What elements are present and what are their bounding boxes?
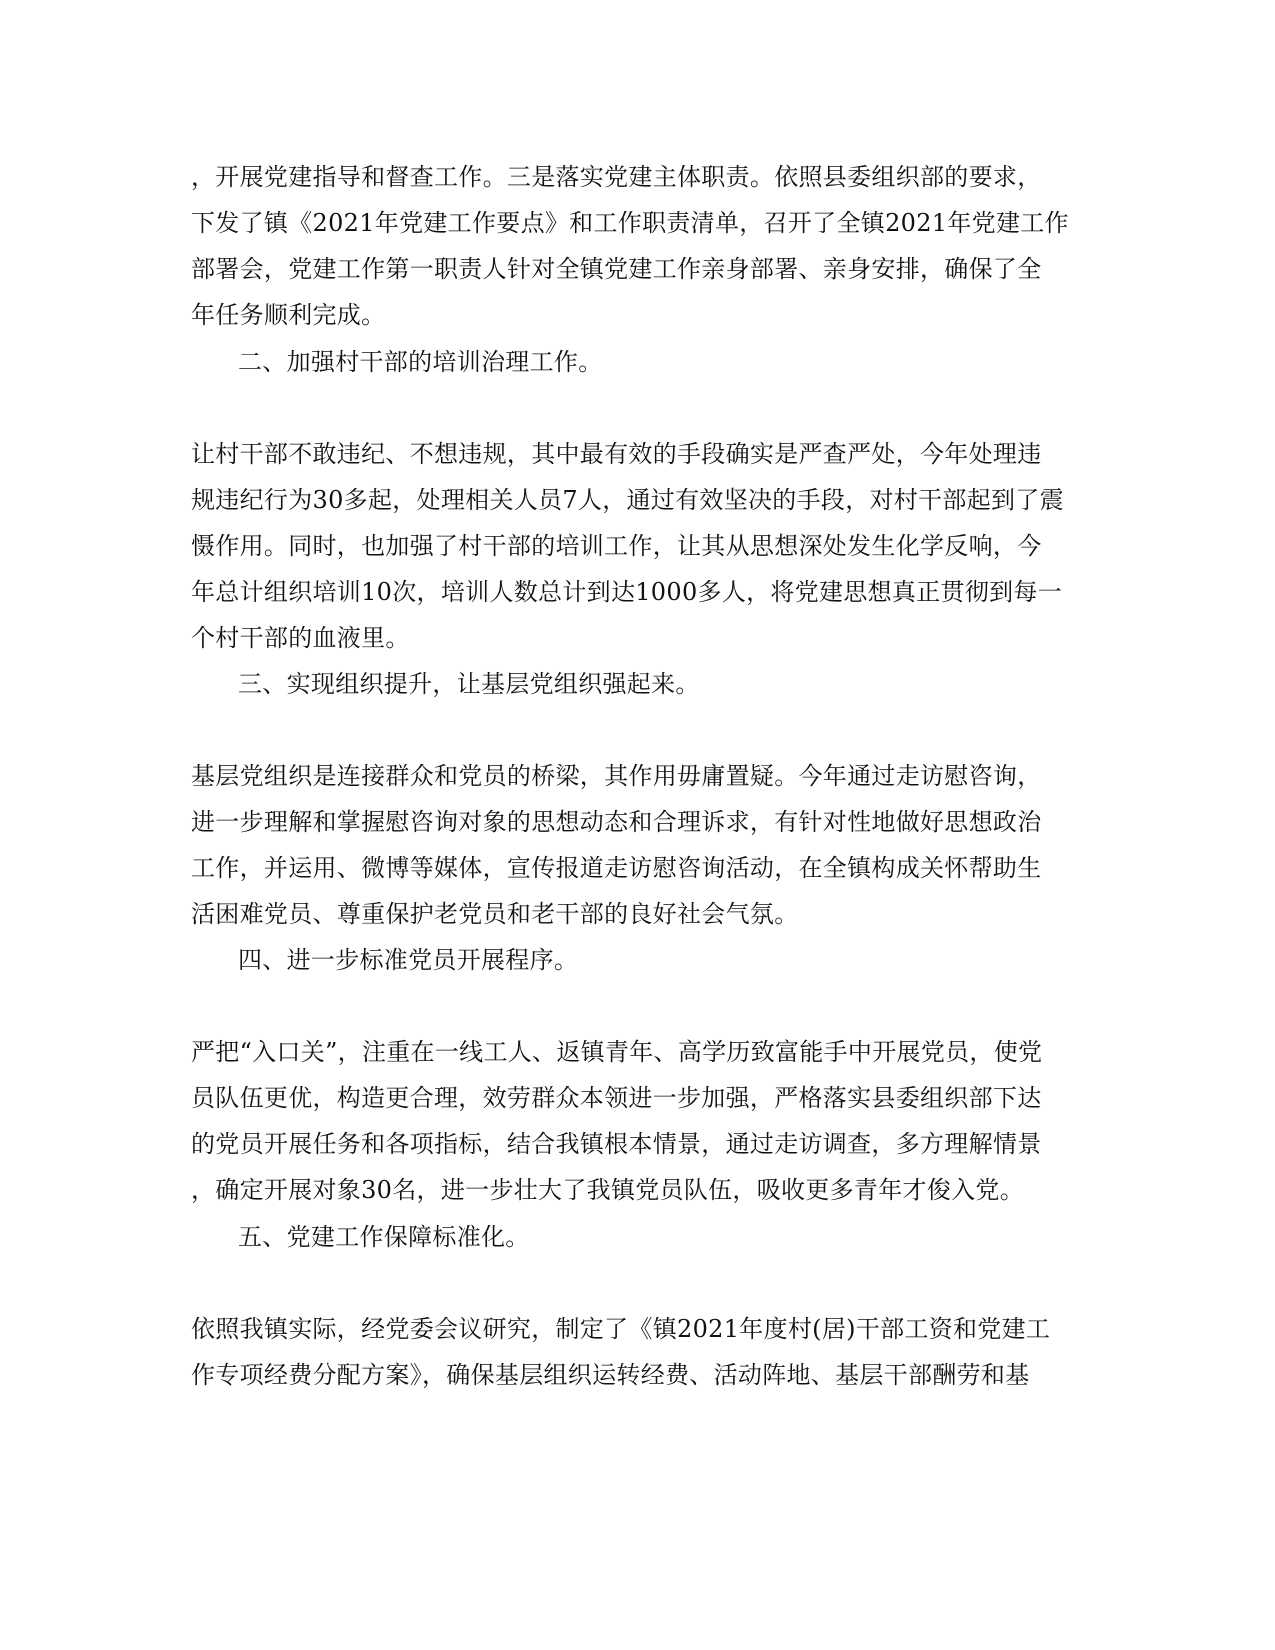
paragraph-line: 员队伍更优，构造更合理，效劳群众本领进一步加强，严格落实县委组织部下达 — [191, 1084, 1042, 1112]
paragraph-line: 年任务顺利完成。 — [191, 301, 386, 329]
section-heading: 三、实现组织提升，让基层党组织强起来。 — [238, 670, 700, 698]
paragraph-line: 进一步理解和掌握慰咨询对象的思想动态和合理诉求，有针对性地做好思想政治 — [191, 808, 1042, 836]
paragraph-line: 作专项经费分配方案》，确保基层组织运转经费、活动阵地、基层干部酬劳和基 — [191, 1361, 1030, 1389]
paragraph-line: 个村干部的血液里。 — [191, 624, 410, 652]
paragraph-line: 的党员开展任务和各项指标，结合我镇根本情景，通过走访调查，多方理解情景 — [191, 1130, 1042, 1158]
paragraph-line: 下发了镇《2021年党建工作要点》和工作职责清单，召开了全镇2021年党建工作 — [191, 209, 1069, 237]
paragraph-line: 基层党组织是连接群众和党员的桥梁，其作用毋庸置疑。今年通过走访慰咨询， — [191, 762, 1042, 790]
paragraph-line: 让村干部不敢违纪、不想违规，其中最有效的手段确实是严查严处，今年处理违 — [191, 440, 1042, 468]
paragraph-line: 规违纪行为30多起，处理相关人员7人，通过有效坚决的手段，对村干部起到了震 — [191, 486, 1064, 514]
paragraph-line: 严把“入口关”，注重在一线工人、返镇青年、高学历致富能手中开展党员，使党 — [191, 1038, 1043, 1066]
paragraph-line: 活困难党员、尊重保护老党员和老干部的良好社会气氛。 — [191, 900, 799, 928]
section-heading: 二、加强村干部的培训治理工作。 — [238, 348, 603, 376]
section-heading: 五、党建工作保障标准化。 — [238, 1223, 530, 1251]
paragraph-line: 年总计组织培训10次，培训人数总计到达1000多人，将党建思想真正贯彻到每一 — [191, 578, 1063, 606]
paragraph-line: 慑作用。同时，也加强了村干部的培训工作，让其从思想深处发生化学反响，今 — [191, 532, 1042, 560]
paragraph-line: ，开展党建指导和督查工作。三是落实党建主体职责。依照县委组织部的要求， — [191, 163, 1042, 191]
section-heading: 四、进一步标准党员开展程序。 — [238, 946, 579, 974]
paragraph-line: 工作，并运用、微博等媒体，宣传报道走访慰咨询活动，在全镇构成关怀帮助生 — [191, 854, 1042, 882]
paragraph-line: 部署会，党建工作第一职责人针对全镇党建工作亲身部署、亲身安排，确保了全 — [191, 255, 1042, 283]
paragraph-line: 依照我镇实际，经党委会议研究，制定了《镇2021年度村(居)干部工资和党建工 — [191, 1315, 1051, 1343]
paragraph-line: ，确定开展对象30名，进一步壮大了我镇党员队伍，吸收更多青年才俊入党。 — [191, 1176, 1025, 1204]
